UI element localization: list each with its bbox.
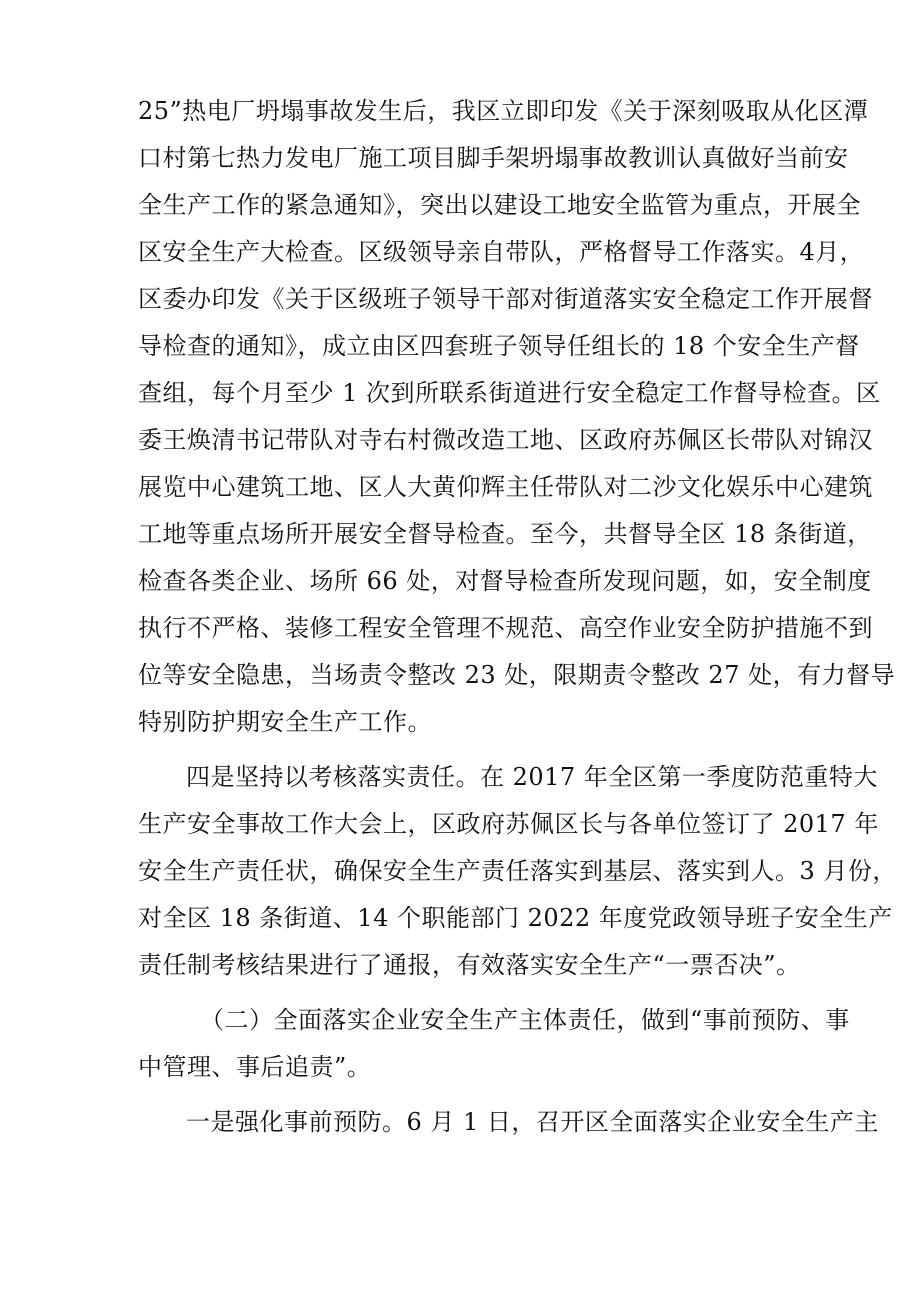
text-line: 区委办印发《关于区级班子领导干部对街道落实安全稳定工作开展督 (138, 285, 873, 313)
text-line: 全生产工作的紧急通知》，突出以建设工地安全监管为重点，开展全 (138, 191, 861, 219)
text-line: 口村第七热力发电厂施工项目脚手架坍塌事故教训认真做好当前安 (138, 144, 849, 172)
section-heading: （二）全面落实企业安全生产主体责任，做到“事前预防、事 (200, 1006, 850, 1034)
text-line: 位等安全隐患，当场责令整改 23 处，限期责令整改 27 处，有力督导 (138, 661, 896, 689)
paragraph-four-heading: 四是坚持以考核落实责任。在 2017 年全区第一季度防范重特大 (186, 763, 878, 791)
text-line: 安全生产责任状，确保安全生产责任落实到基层、落实到人。3 月份， (138, 857, 897, 885)
text-line: 特别防护期安全生产工作。 (138, 708, 432, 736)
text-line: 对全区 18 条街道、14 个职能部门 2022 年度党政领导班子安全生产 (138, 904, 893, 932)
text-line: 区安全生产大检查。区级领导亲自带队，严格督导工作落实。4月， (138, 238, 865, 266)
text-line: 执行不严格、装修工程安全管理不规范、高空作业安全防护措施不到 (138, 614, 873, 642)
text-line: 责任制考核结果进行了通报，有效落实安全生产“一票否决”。 (138, 951, 801, 979)
text-line: 生产安全事故工作大会上，区政府苏佩区长与各单位签订了 2017 年 (138, 810, 879, 838)
paragraph-one-heading: 一是强化事前预防。6 月 1 日，召开区全面落实企业安全生产主 (186, 1108, 879, 1136)
text-line: 查组，每个月至少 1 次到所联系街道进行安全稳定工作督导检查。区 (138, 379, 881, 407)
text-line: 导检查的通知》，成立由区四套班子领导任组长的 18 个安全生产督 (138, 332, 860, 360)
text-line: 展览中心建筑工地、区人大黄仰辉主任带队对二沙文化娱乐中心建筑 (138, 473, 873, 501)
text-line: 委王焕清书记带队对寺右村微改造工地、区政府苏佩区长带队对锦汉 (138, 426, 873, 454)
text-line: 中管理、事后追责”。 (138, 1053, 372, 1081)
text-line: 工地等重点场所开展安全督导检查。至今，共督导全区 18 条街道， (138, 520, 872, 548)
text-line: 检查各类企业、场所 66 处，对督导检查所发现问题，如，安全制度 (138, 567, 872, 595)
text-line: 25”热电厂坍塌事故发生后，我区立即印发《关于深刻吸取从化区潭 (138, 97, 869, 125)
